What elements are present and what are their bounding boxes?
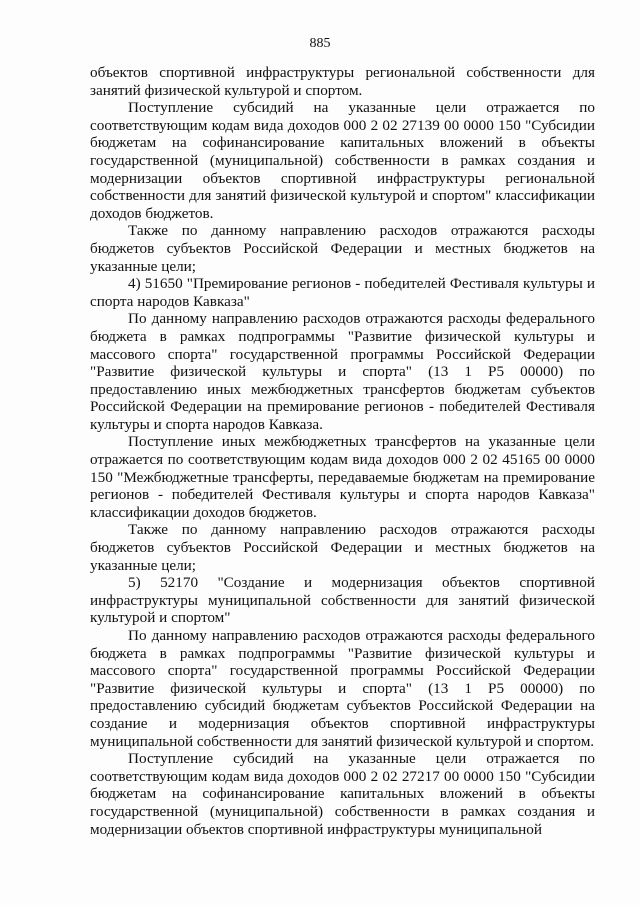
paragraph-list-item: 5) 52170 "Создание и модернизация объектов спортивной инфраструктуры муниципальной собственности для занятий физической культурой и спортом" — [90, 574, 595, 627]
body-text — [90, 64, 595, 838]
paragraph-list-item: 4) 51650 "Премирование регионов - победителей Фестиваля культуры и спорта народов Кавказа" — [90, 275, 595, 310]
paragraph: Также по данному направлению расходов отражаются расходы бюджетов субъектов Российской Федерации и местных бюджетов на указанные цели; — [90, 521, 595, 574]
page-number: 885 — [309, 36, 331, 51]
paragraph: По данному направлению расходов отражаются расходы федерального бюджета в рамках подпрограммы "Развитие физической культуры и массового спорта" государственной программы Российской Федерации "Развитие физической культуры и спорта" (13 1 P5 00000) по предоставлению иных межбюджетных трансфертов бюджетам субъектов Российской Федерации на премирование регионов - победителей Фестиваля культуры и спорта народов Кавказа. — [90, 310, 595, 433]
paragraph-continuation: объектов спортивной инфраструктуры региональной собственности для занятий физической культурой и спортом. — [90, 64, 595, 99]
paragraph: Поступление иных межбюджетных трансфертов на указанные цели отражается по соответствующим кодам вида доходов 000 2 02 45165 00 0000 150 "Межбюджетные трансферты, передаваемые бюджетам на премирование регионов - победителей Фестиваля культуры и спорта народов Кавказа" классификации доходов бюджетов. — [90, 433, 595, 521]
paragraph: По данному направлению расходов отражаются расходы федерального бюджета в рамках подпрограммы "Развитие физической культуры и массового спорта" государственной программы Российской Федерации "Развитие физической культуры и спорта" (13 1 P5 00000) по предоставлению субсидий бюджетам субъектов Российской Федерации на создание и модернизация объектов спортивной инфраструктуры муниципальной собственности для занятий физической культурой и спортом. — [90, 627, 595, 750]
paragraph: Поступление субсидий на указанные цели отражается по соответствующим кодам вида доходов 000 2 02 27139 00 0000 150 "Субсидии бюджетам на софинансирование капитальных вложений в объекты государственной (муниципальной) собственности в рамках создания и модернизации объектов спортивной инфраструктуры региональной собственности для занятий физической культурой и спортом" классификации доходов бюджетов. — [90, 99, 595, 222]
paragraph: Также по данному направлению расходов отражаются расходы бюджетов субъектов Российской Федерации и местных бюджетов на указанные цели; — [90, 222, 595, 275]
paragraph: Поступление субсидий на указанные цели отражается по соответствующим кодам вида доходов 000 2 02 27217 00 0000 150 "Субсидии бюджетам на софинансирование капитальных вложений в объекты государственной (муниципальной) собственности в рамках создания и модернизации объектов спортивной инфраструктуры муниципальной — [90, 750, 595, 838]
